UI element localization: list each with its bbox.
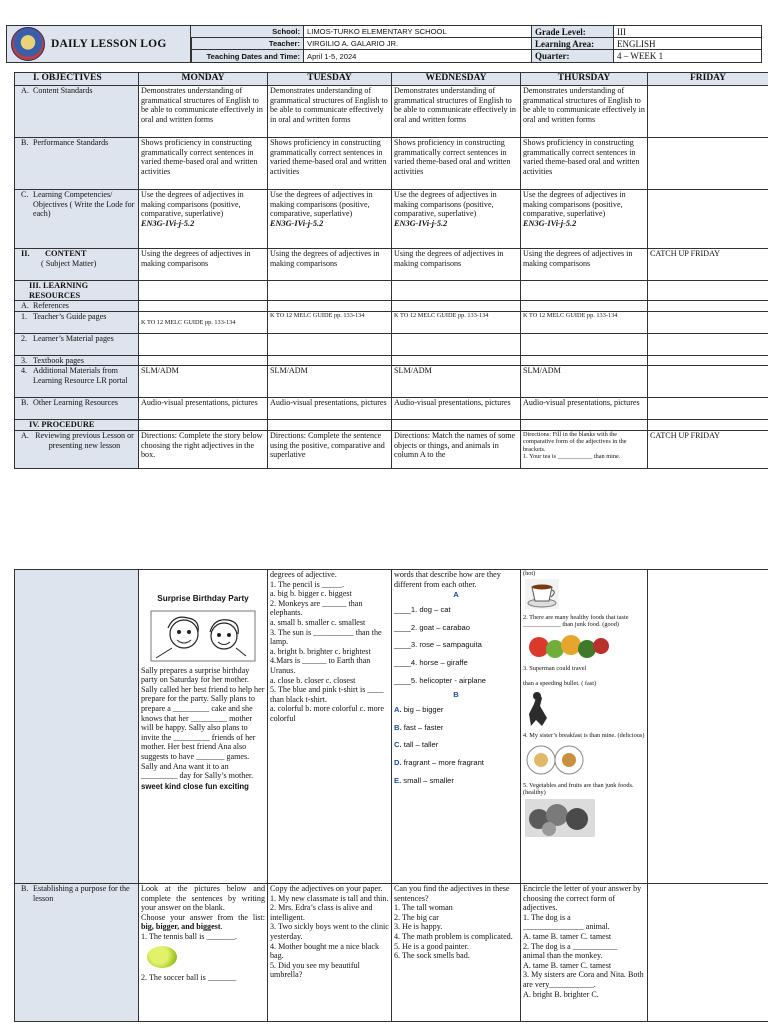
option-text: fragrant – more fragrant bbox=[401, 757, 484, 767]
row-number: A. bbox=[21, 301, 29, 311]
matching-intro: words that describe how are they different from each other. bbox=[394, 570, 501, 589]
purpose-line: 6. The sock smells bad. bbox=[394, 951, 470, 961]
vegetables-picture bbox=[525, 799, 645, 839]
empty-cell bbox=[139, 355, 268, 366]
row-number: B. bbox=[21, 398, 29, 408]
column-a-list bbox=[394, 601, 518, 689]
empty-cell bbox=[139, 333, 268, 355]
empty-cell bbox=[268, 420, 392, 431]
purpose-wednesday bbox=[392, 884, 521, 1022]
purpose-tuesday-list bbox=[270, 884, 389, 980]
deped-seal-logo bbox=[11, 27, 45, 61]
learning-resources-label: III. LEARNING RESOURCES bbox=[15, 281, 139, 301]
quiz-line: 3. The sun is __________ than the lamp. bbox=[270, 627, 382, 647]
learners-material-row bbox=[15, 333, 768, 355]
friday-empty-cell bbox=[648, 570, 768, 884]
competencies-monday bbox=[139, 190, 268, 249]
row-label: Teacher’s Guide pages bbox=[33, 311, 107, 321]
competencies-tuesday bbox=[268, 190, 392, 249]
column-a-item: ____4. horse – giraffe bbox=[394, 657, 468, 667]
content-standards-tuesday: Demonstrates understanding of grammatical structures of English to be able to communicate effectively in oral and written forms bbox=[268, 86, 392, 138]
learning-resources-row bbox=[15, 281, 768, 301]
story-cell bbox=[139, 570, 268, 884]
quiz-line: a. bright b. brighter c. brightest bbox=[270, 646, 371, 656]
story-title: Surprise Birthday Party bbox=[157, 594, 249, 603]
quarter-value: 4 – WEEK 1 bbox=[613, 50, 761, 62]
purpose-line: A. tame B. tamer C. tamest bbox=[523, 931, 612, 941]
purpose-monday bbox=[139, 884, 268, 1022]
additional-materials-monday: SLM/ADM bbox=[139, 366, 268, 398]
content-standards-thursday: Demonstrates understanding of grammatical structures of English to be able to communicate effectively in oral and written forms bbox=[521, 86, 648, 138]
tennis-ball-icon bbox=[147, 946, 177, 968]
purpose-line: 3. My sisters are Cora and Nita. Both are very___________. bbox=[523, 970, 644, 989]
food-icon bbox=[525, 631, 611, 661]
superman-picture bbox=[525, 690, 645, 730]
content-tuesday: Using the degrees of adjectives in making comparisons bbox=[268, 249, 392, 281]
tuesday-quiz-list bbox=[270, 570, 389, 724]
purpose-wednesday-list bbox=[394, 884, 518, 961]
option-text: small – smaller bbox=[401, 775, 454, 785]
choose-text: Choose your answer from the list: bbox=[141, 912, 265, 922]
purpose-line: Copy the adjectives on your paper. bbox=[270, 884, 383, 893]
tuesday-quiz-cell bbox=[268, 570, 392, 884]
teachers-guide-thursday: K TO 12 MELC GUIDE pp. 133-134 bbox=[521, 311, 648, 333]
purpose-line: 1. My new classmate is tall and thin. bbox=[270, 893, 389, 903]
purpose-line: _______________ animal. bbox=[523, 922, 610, 932]
learners-material-label-cell bbox=[15, 333, 139, 355]
row-label: Additional Materials from Learning Resource LR portal bbox=[33, 366, 128, 385]
column-a-item: ____3. rose – sampaguita bbox=[394, 640, 482, 650]
tea-cup-picture bbox=[525, 579, 645, 611]
procedure-row bbox=[15, 420, 768, 431]
quiz-line: a. small b. smaller c. smallest bbox=[270, 617, 366, 627]
column-a-heading: A bbox=[453, 590, 459, 600]
purpose-line: 3. Two sickly boys went to the clinic yesterday. bbox=[270, 922, 389, 941]
purpose-line: 1. The dog is a bbox=[523, 912, 571, 922]
row-number: 3. bbox=[21, 355, 28, 365]
purpose-choose: Choose your answer from the list: big, bigger, and biggest. bbox=[141, 912, 265, 932]
tea-cup-icon bbox=[525, 579, 559, 609]
purpose-line: 2. Mrs. Edra’s class is alive and intelligent. bbox=[270, 903, 373, 922]
purpose-thursday bbox=[521, 884, 648, 1022]
column-a-item: ____2. goat – carabao bbox=[394, 622, 471, 632]
empty-cell bbox=[268, 355, 392, 366]
empty-cell bbox=[648, 301, 768, 312]
row-label: Performance Standards bbox=[33, 138, 109, 147]
competencies-label-cell bbox=[15, 190, 139, 249]
content-standards-label-cell bbox=[15, 86, 139, 138]
option-letter: D. bbox=[394, 757, 402, 767]
row-label: Content Standards bbox=[33, 86, 93, 95]
purpose-line: animal than the monkey. bbox=[523, 951, 603, 961]
additional-materials-thursday: SLM/ADM bbox=[521, 366, 648, 398]
purpose-line: 4. Mother bought me a nice black bag. bbox=[270, 941, 380, 961]
purpose-line: 3. He is happy. bbox=[394, 922, 443, 932]
content-row bbox=[15, 249, 768, 281]
teachers-guide-row bbox=[15, 311, 768, 333]
column-b-item bbox=[394, 736, 518, 754]
guide-text: K TO 12 MELC GUIDE pp. 133-134 bbox=[141, 318, 236, 326]
other-resources-wednesday: Audio-visual presentations, pictures bbox=[392, 398, 521, 420]
competency-code: EN3G-IVi-j-5.2 bbox=[270, 218, 324, 228]
content-label-cell bbox=[15, 249, 139, 281]
row-number: B. bbox=[21, 884, 29, 893]
reviewing-thursday bbox=[521, 430, 648, 468]
competencies-wednesday bbox=[392, 190, 521, 249]
empty-cell bbox=[268, 301, 392, 312]
wednesday-heading: WEDNESDAY bbox=[392, 73, 521, 86]
friday-heading: FRIDAY bbox=[648, 73, 768, 86]
row-label: References bbox=[33, 301, 69, 311]
vegetables-icon bbox=[525, 799, 595, 837]
teacher-label: Teacher: bbox=[191, 38, 303, 50]
empty-cell bbox=[392, 301, 521, 312]
row-number: 1. bbox=[21, 311, 28, 321]
empty-cell bbox=[521, 355, 648, 366]
references-row bbox=[15, 301, 768, 312]
empty-cell bbox=[392, 355, 521, 366]
empty-cell bbox=[648, 355, 768, 366]
empty-cell bbox=[268, 333, 392, 355]
quiz-line: 4.Mars is ______ to Earth than Uranus. bbox=[270, 656, 371, 675]
competencies-friday bbox=[648, 190, 768, 249]
empty-cell bbox=[648, 333, 768, 355]
purpose-item-2: 2. The soccer ball is _______ bbox=[141, 973, 237, 983]
purpose-line: 1. The tall woman bbox=[394, 903, 453, 913]
header-info-grid bbox=[191, 26, 761, 62]
purpose-line: 2. The big car bbox=[394, 912, 439, 922]
kids-drawing-icon bbox=[150, 610, 256, 662]
item-3a: 3. Superman could travel bbox=[523, 665, 587, 673]
row-number: 4. bbox=[21, 366, 28, 376]
row-number: A. bbox=[21, 430, 29, 440]
purpose-line: A. tame B. tamer C. tamest bbox=[523, 960, 612, 970]
row-number: A. bbox=[21, 86, 29, 95]
quiz-line: a. close b. closer c. closest bbox=[270, 675, 356, 685]
performance-standards-tuesday: Shows proficiency in constructing grammatically correct sentences in varied theme-based oral and written activities bbox=[268, 138, 392, 190]
option-letter: B. bbox=[394, 722, 402, 732]
competency-text: Use the degrees of adjectives in making comparisons (positive, comparative, superlative) bbox=[270, 190, 373, 219]
option-text: fast – faster bbox=[401, 722, 444, 732]
quiz-line: 1. The pencil is _____. bbox=[270, 579, 345, 589]
column-b-item bbox=[394, 701, 518, 719]
purpose-friday bbox=[648, 884, 768, 1022]
competency-code: EN3G-IVi-j-5.2 bbox=[394, 218, 448, 228]
tuesday-heading: TUESDAY bbox=[268, 73, 392, 86]
textbook-row bbox=[15, 355, 768, 366]
empty-cell bbox=[268, 281, 392, 301]
purpose-instructions: Look at the pictures below and complete the sentences by writing your answer on the blank. bbox=[141, 884, 265, 913]
content-standards-monday: Demonstrates understanding of grammatical structures of English to be able to communicate effectively in oral and written forms bbox=[139, 86, 268, 138]
other-resources-thursday: Audio-visual presentations, pictures bbox=[521, 398, 648, 420]
quiz-line: 2. Monkeys are ______ than elephants. bbox=[270, 598, 363, 618]
additional-materials-tuesday: SLM/ADM bbox=[268, 366, 392, 398]
empty-cell bbox=[648, 420, 768, 431]
competency-text: Use the degrees of adjectives in making comparisons (positive, comparative, superlative) bbox=[141, 190, 244, 219]
row-label: Learner’s Material pages bbox=[33, 333, 114, 343]
quarter-label: Quarter: bbox=[531, 50, 613, 62]
thursday-heading: THURSDAY bbox=[521, 73, 648, 86]
column-a-item: ____5. helicopter - airplane bbox=[394, 675, 487, 685]
reviewing-wednesday: Directions: Match the names of some objects or things, and animals in column A to the bbox=[392, 430, 521, 468]
purpose-line: 5. Did you see my beautiful umbrella? bbox=[270, 960, 360, 980]
other-resources-tuesday: Audio-visual presentations, pictures bbox=[268, 398, 392, 420]
empty-cell bbox=[648, 281, 768, 301]
row-number: 2. bbox=[21, 333, 28, 343]
empty-cell bbox=[139, 301, 268, 312]
competency-text: Use the degrees of adjectives in making comparisons (positive, comparative, superlative) bbox=[523, 190, 626, 219]
other-resources-label-cell bbox=[15, 398, 139, 420]
option-text: tall – taller bbox=[401, 740, 439, 750]
item-5: 5. Vegetables and fruits are than junk foods. (healthy) bbox=[523, 782, 634, 797]
day-header-row bbox=[15, 73, 768, 86]
other-resources-monday: Audio-visual presentations, pictures bbox=[139, 398, 268, 420]
item-3b: than a speeding bullet. ( fast) bbox=[523, 680, 597, 688]
content-standards-wednesday: Demonstrates understanding of grammatical structures of English to be able to communicate effectively in oral and written forms bbox=[392, 86, 521, 138]
directions-text: Directions: Fill in the blanks with the comparative form of the adjectives in the brackets. bbox=[523, 430, 627, 453]
grade-value: III bbox=[613, 26, 761, 38]
matching-activity bbox=[394, 589, 518, 789]
column-b-item bbox=[394, 719, 518, 737]
option-letter: A. bbox=[394, 705, 402, 715]
hint-hot: (hot) bbox=[523, 570, 536, 577]
content-standards-friday bbox=[648, 86, 768, 138]
additional-materials-friday bbox=[648, 366, 768, 398]
purpose-item-1: 1. The tennis ball is _______. bbox=[141, 931, 237, 941]
performance-standards-wednesday: Shows proficiency in constructing grammatically correct sentences in varied theme-based oral and written activities bbox=[392, 138, 521, 190]
content-wednesday: Using the degrees of adjectives in making comparisons bbox=[392, 249, 521, 281]
purpose-line: A. bright B. brighter C. bbox=[523, 989, 599, 999]
purpose-thursday-list bbox=[523, 884, 645, 999]
row-label: CONTENT bbox=[45, 249, 87, 258]
column-b-item bbox=[394, 754, 518, 772]
purpose-row bbox=[15, 884, 768, 1022]
teachers-guide-tuesday: K TO 12 MELC GUIDE pp. 133-134 bbox=[268, 311, 392, 333]
monday-heading: MONDAY bbox=[139, 73, 268, 86]
column-a-item: ____1. dog – cat bbox=[394, 605, 451, 615]
teacher-value: VIRGILIO A. GALARIO JR. bbox=[303, 38, 531, 50]
item-2: 2. There are many healthy foods that taste ____________ than junk food. (good) bbox=[523, 613, 629, 629]
lesson-log-header bbox=[6, 25, 762, 63]
performance-standards-friday bbox=[648, 138, 768, 190]
teachers-guide-label-cell bbox=[15, 311, 139, 333]
teachers-guide-wednesday: K TO 12 MELC GUIDE pp. 133-134 bbox=[392, 311, 521, 333]
breakfast-icon bbox=[525, 742, 585, 778]
kids-illustration bbox=[150, 610, 256, 662]
objectives-heading: I. OBJECTIVES bbox=[15, 73, 139, 86]
competencies-thursday bbox=[521, 190, 648, 249]
reviewing-continued-row bbox=[15, 570, 768, 884]
empty-cell bbox=[521, 420, 648, 431]
competency-text: Use the degrees of adjectives in making comparisons (positive, comparative, superlative) bbox=[394, 190, 497, 219]
purpose-label-cell bbox=[15, 884, 139, 1022]
matching-cell bbox=[392, 570, 521, 884]
row-number: C. bbox=[21, 190, 29, 199]
purpose-line: 2. The dog is a ___________ bbox=[523, 941, 618, 951]
word-bank: sweet kind close fun exciting bbox=[141, 781, 249, 791]
option-letter: E. bbox=[394, 775, 402, 785]
content-thursday: Using the degrees of adjectives in making comparisons bbox=[521, 249, 648, 281]
content-monday: Using the degrees of adjectives in making comparisons bbox=[139, 249, 268, 281]
additional-materials-label-cell bbox=[15, 366, 139, 398]
competency-code: EN3G-IVi-j-5.2 bbox=[141, 218, 195, 228]
purpose-tuesday bbox=[268, 884, 392, 1022]
empty-cell bbox=[139, 281, 268, 301]
learning-area-value: ENGLISH bbox=[613, 38, 761, 50]
performance-standards-row bbox=[15, 138, 768, 190]
school-value: LIMOS-TURKO ELEMENTARY SCHOOL bbox=[303, 26, 531, 38]
row-label: Other Learning Resources bbox=[33, 398, 118, 408]
competencies-row bbox=[15, 190, 768, 249]
quiz-line: a. colorful b. more colorful c. more colorful bbox=[270, 704, 384, 723]
grade-label: Grade Level: bbox=[531, 26, 613, 38]
dates-label: Teaching Dates and Time: bbox=[191, 50, 303, 62]
quiz-line: a. big b. bigger c. biggest bbox=[270, 589, 352, 599]
purpose-line: 4. The math problem is complicated. bbox=[394, 931, 513, 941]
purpose-line: Encircle the letter of your answer by choosing the correct form of adjectives. bbox=[523, 884, 642, 913]
empty-cell bbox=[392, 333, 521, 355]
row-label: Textbook pages bbox=[33, 355, 84, 365]
superhero-icon bbox=[525, 690, 551, 728]
option-letter: C. bbox=[394, 740, 402, 750]
reviewing-monday: Directions: Complete the story below choosing the right adjectives in the box. bbox=[139, 430, 268, 468]
item-4: 4. My sister’s breakfast is than mine. (delicious) bbox=[523, 732, 645, 740]
column-b-item bbox=[394, 772, 518, 790]
performance-standards-thursday: Shows proficiency in constructing grammatically correct sentences in varied theme-based oral and written activities bbox=[521, 138, 648, 190]
item-text: 1. Your tea is ___________ than mine. bbox=[523, 453, 621, 461]
row-label: Learning Competencies/ Objectives ( Write the Lode for each) bbox=[33, 190, 135, 219]
additional-materials-row bbox=[15, 366, 768, 398]
column-b-list bbox=[394, 701, 518, 789]
thursday-pictures-cell bbox=[521, 570, 648, 884]
performance-standards-monday: Shows proficiency in constructing grammatically correct sentences in varied theme-based oral and written activities bbox=[139, 138, 268, 190]
reviewing-friday: CATCH UP FRIDAY bbox=[648, 430, 768, 468]
procedure-label: IV. PROCEDURE bbox=[15, 420, 139, 431]
textbook-label-cell bbox=[15, 355, 139, 366]
additional-materials-wednesday: SLM/ADM bbox=[392, 366, 521, 398]
empty-cell bbox=[521, 281, 648, 301]
teachers-guide-monday bbox=[139, 311, 268, 333]
purpose-line: Can you find the adjectives in these sentences? bbox=[394, 884, 510, 903]
performance-standards-label-cell bbox=[15, 138, 139, 190]
quiz-line: 5. The blue and pink t-shirt is ____ than black t-shirt. bbox=[270, 685, 384, 704]
other-resources-row bbox=[15, 398, 768, 420]
references-label-cell bbox=[15, 301, 139, 312]
empty-cell bbox=[139, 420, 268, 431]
row-number: II. bbox=[21, 249, 30, 258]
teachers-guide-friday bbox=[648, 311, 768, 333]
content-standards-row bbox=[15, 86, 768, 138]
page-title: DAILY LESSON LOG bbox=[51, 38, 167, 50]
reviewing-continued-label bbox=[15, 570, 139, 884]
quiz-line: degrees of adjective. bbox=[270, 570, 337, 579]
competency-code: EN3G-IVi-j-5.2 bbox=[523, 218, 577, 228]
breakfast-picture bbox=[525, 742, 645, 780]
empty-cell bbox=[521, 333, 648, 355]
row-label: Establishing a purpose for the lesson bbox=[33, 884, 130, 903]
content-friday: CATCH UP FRIDAY bbox=[648, 249, 768, 281]
empty-cell bbox=[521, 301, 648, 312]
empty-cell bbox=[392, 420, 521, 431]
choose-list: big, bigger, and biggest bbox=[141, 922, 221, 932]
story-text: Sally prepares a surprise birthday party on Saturday for her mother. Sally called her best friend to help her prepare for the party. Sally plans to prepare a _________ cake and she knows that her _________ mother will be happy. Sally also plans to invite the _________ friends of her mother. Her best friend Ana also suggests to have _______ games. Sally and Ana want it to an _________ day for Sally’s mother. bbox=[141, 665, 265, 781]
learning-area-label: Learning Area: bbox=[531, 38, 613, 50]
lesson-plan-table bbox=[14, 72, 768, 469]
option-text: big – bigger bbox=[401, 705, 444, 715]
reviewing-label-cell bbox=[15, 430, 139, 468]
row-label: Reviewing previous Lesson or presenting new lesson bbox=[35, 430, 134, 450]
reviewing-tuesday: Directions: Complete the sentence using the positive, comparative and superlative bbox=[268, 430, 392, 468]
row-number: B. bbox=[21, 138, 29, 147]
lesson-plan-table-continued bbox=[14, 569, 768, 1022]
dates-value: April 1-5, 2024 bbox=[303, 50, 531, 62]
reviewing-row bbox=[15, 430, 768, 468]
school-label: School: bbox=[191, 26, 303, 38]
empty-cell bbox=[392, 281, 521, 301]
purpose-line: 5. He is a good painter. bbox=[394, 941, 469, 951]
column-b-heading: B bbox=[453, 690, 459, 700]
other-resources-friday bbox=[648, 398, 768, 420]
healthy-food-picture bbox=[525, 631, 645, 663]
header-brand bbox=[7, 26, 191, 62]
row-sublabel: ( Subject Matter) bbox=[41, 258, 97, 268]
